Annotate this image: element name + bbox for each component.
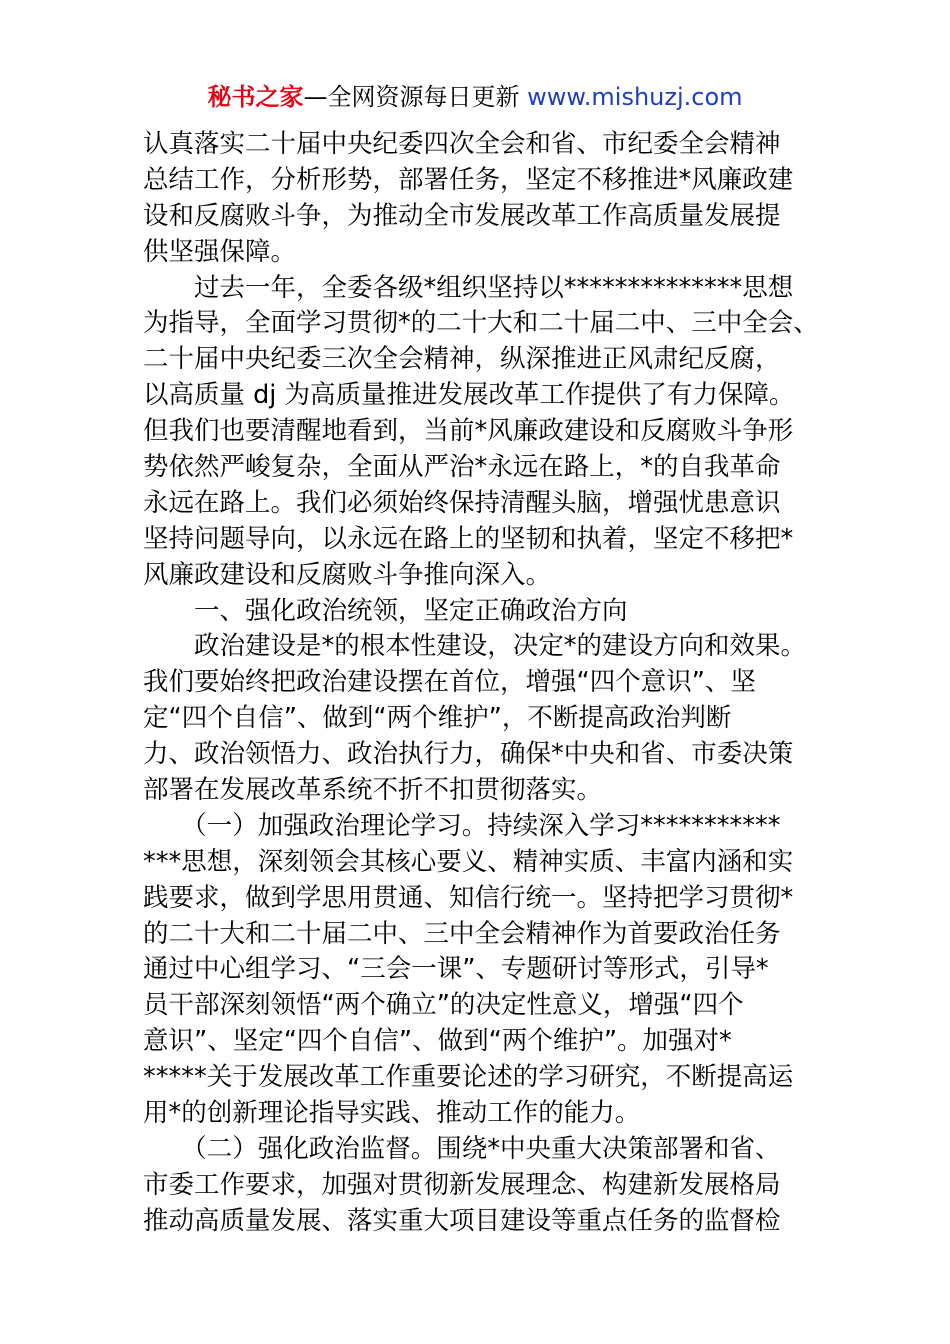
text-line: 部署在发展改革系统不折不扣贯彻落实。 — [143, 775, 603, 806]
text-line: 风廉政建设和反腐败斗争推向深入。 — [143, 559, 552, 590]
text-line: 通过中心组学习、“三会一课”、专题研讨等形式，引导* — [143, 954, 769, 985]
section-heading: 一、强化政治统领，坚定正确政治方向 — [143, 595, 628, 626]
text-line: 永远在路上。我们必须始终保持清醒头脑，增强忧患意识 — [143, 487, 781, 518]
text-line: 的二十大和二十届二中、三中全会精神作为首要政治任务 — [143, 918, 781, 949]
text-line: 但我们也要清醒地看到，当前*风廉政建设和反腐败斗争形 — [143, 416, 794, 447]
text-line: 供坚强保障。 — [143, 236, 297, 267]
text-line: 员干部深刻领悟“两个确立”的决定性意义，增强“四个 — [143, 990, 744, 1021]
text-line: 市委工作要求，加强对贯彻新发展理念、构建新发展格局 — [143, 1169, 781, 1200]
text-line: 用*的创新理论指导实践、推动工作的能力。 — [143, 1098, 641, 1129]
site-header — [0, 80, 950, 114]
text-line: 总结工作，分析形势，部署任务，坚定不移推进*风廉政建 — [143, 164, 794, 195]
text-line: 我们要始终把政治建设摆在首位，增强“四个意识”、坚 — [143, 667, 756, 698]
text-line: 势依然严峻复杂，全面从严治*永远在路上，*的自我革命 — [143, 452, 781, 483]
brand-name: 秘书之家 — [207, 83, 304, 111]
text-line: 以高质量 dj 为高质量推进发展改革工作提供了有力保障。 — [143, 380, 795, 411]
text-line: ***思想，深刻领会其核心要义、精神实质、丰富内涵和实 — [143, 846, 794, 877]
text-line: 坚持问题导向，以永远在路上的坚韧和执着，坚定不移把* — [143, 523, 794, 554]
header-tagline: —全网资源每日更新 — [303, 83, 528, 111]
subsection-line: （一）加强政治理论学习。持续深入学习*********** — [143, 810, 781, 841]
text-line: 践要求，做到学思用贯通、知信行统一。坚持把学习贯彻* — [143, 882, 794, 913]
text-line: 为指导，全面学习贯彻*的二十大和二十届二中、三中全会、 — [143, 308, 819, 339]
text-line: 意识”、坚定“四个自信”、做到“两个维护”。加强对* — [143, 1026, 732, 1057]
text-line: 推动高质量发展、落实重大项目建设等重点任务的监督检 — [143, 1205, 781, 1236]
site-url-link[interactable]: www.mishuzj.com — [527, 83, 743, 111]
text-line: 二十届中央纪委三次全会精神，纵深推进正风肃纪反腐， — [143, 344, 781, 375]
text-line: 设和反腐败斗争，为推动全市发展改革工作高质量发展提 — [143, 200, 781, 231]
text-line: 定“四个自信”、做到“两个维护”，不断提高政治判断 — [143, 703, 732, 734]
text-line: 力、政治领悟力、政治执行力，确保*中央和省、市委决策 — [143, 739, 794, 770]
text-line: 过去一年，全委各级*组织坚持以**************思想 — [143, 272, 794, 303]
text-line: *****关于发展改革工作重要论述的学习研究，不断提高运 — [143, 1062, 794, 1093]
subsection-line: （二）强化政治监督。围绕*中央重大决策部署和省、 — [143, 1133, 781, 1164]
text-line: 政治建设是*的根本性建设，决定*的建设方向和效果。 — [143, 631, 807, 662]
document-body — [143, 127, 819, 1240]
text-line: 认真落实二十届中央纪委四次全会和省、市纪委全会精神 — [143, 129, 781, 159]
